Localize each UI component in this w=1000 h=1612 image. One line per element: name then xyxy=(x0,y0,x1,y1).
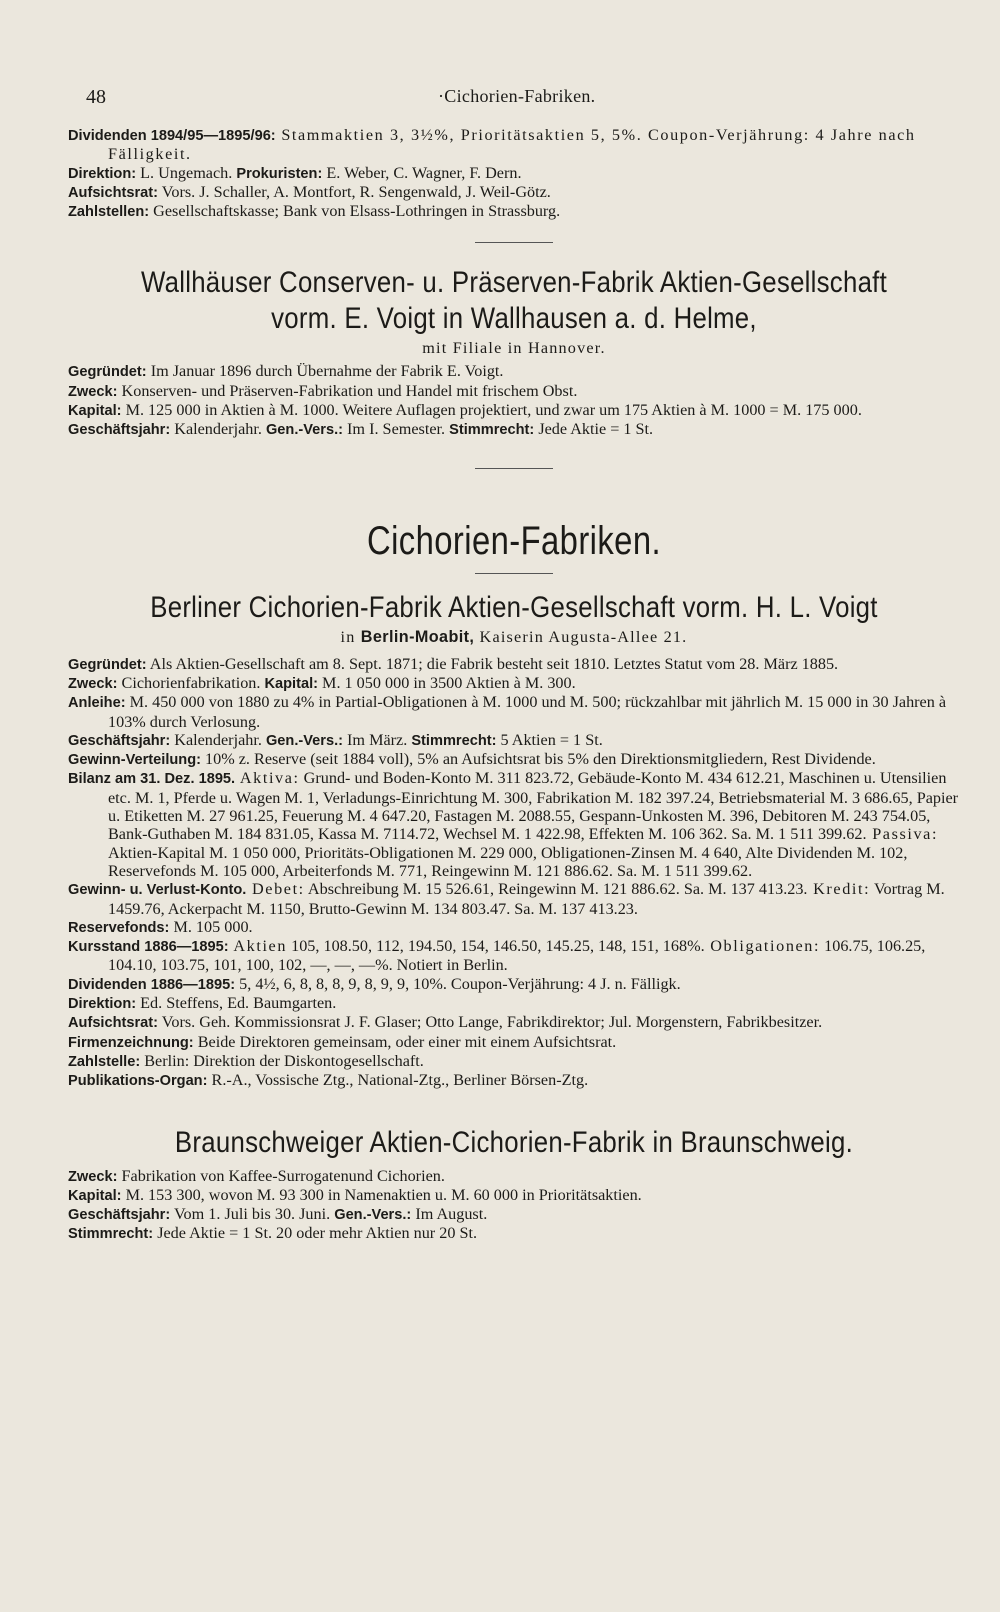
page-number: 48 xyxy=(86,86,106,108)
profit-loss-entry: Gewinn- u. Verlust-Konto. Debet: Abschreibung M. 15 526.61, Reingewinn M. 121 886.62. Sa. M. 137 413.23. Kredit: Vortrag M. 1459.76, Ackerpacht M. 1150, Brutto-Gewinn M. 134 803.47. Sa. M. 137 413.23. xyxy=(68,880,945,918)
signature-entry: Firmenzeichnung: Beide Direktoren gemeinsam, oder einer mit einem Aufsichtsrat. xyxy=(68,1032,617,1051)
supervisory-board-entry: Aufsichtsrat: Vors. Geh. Kommissionsrat J. F. Glaser; Otto Lange, Fabrikdirektor; Jul. Morgenstern, Fabrikbesitzer. xyxy=(68,1013,823,1032)
running-head xyxy=(68,78,960,108)
wallhaeuser-company xyxy=(68,265,960,439)
management-entry: Direktion: L. Ungemach. Prokuristen: E. Weber, C. Wagner, F. Dern. xyxy=(68,163,522,182)
section-heading: Cichorien-Fabriken. xyxy=(367,518,661,563)
purpose-capital-entry: Zweck: Cichorienfabrikation. Kapital: M. 1 050 000 in 3500 Aktien à M. 300. xyxy=(68,673,576,692)
fiscal-year-entry: Geschäftsjahr: Kalenderjahr. Gen.-Vers.: Im I. Semester. Stimmrecht: Jede Aktie = 1 St. xyxy=(68,420,654,439)
founded-entry: Gegründet: Im Januar 1896 durch Übernahme der Fabrik E. Voigt. xyxy=(68,362,504,381)
dividends-entry: Dividenden 1886—1895: 5, 4½, 6, 8, 8, 8, 9, 8, 9, 9, 10%. Coupon-Verjährung: 4 J. n. Fälligk. xyxy=(68,974,681,993)
previous-company-tail xyxy=(68,126,960,221)
company-subtitle: in Berlin-Moabit, Kaiserin Augusta-Allee 21. xyxy=(340,627,688,646)
divider xyxy=(475,468,553,469)
capital-entry: Kapital: M. 153 300, wovon M. 93 300 in Namenaktien u. M. 60 000 in Prioritätsaktien. xyxy=(68,1185,642,1204)
company-title: Berliner Cichorien-Fabrik Aktien-Gesellschaft vorm. H. L. Voigt xyxy=(150,590,878,624)
dividends-entry: Dividenden 1894/95—1895/96: Stammaktien 3, 3½%, Prioritätsaktien 5, 5%. Coupon-Verjährung: 4 Jahre nach Fälligkeit. xyxy=(68,126,916,164)
company-subtitle: mit Filiale in Hannover. xyxy=(422,339,606,358)
loan-entry: Anleihe: M. 450 000 von 1880 zu 4% in Partial-Obligationen à M. 1000 und M. 500; rückzahlbar mit jährlich M. 15 000 in 30 Jahren à 103% durch Verlosung. xyxy=(68,693,947,731)
purpose-entry: Zweck: Konserven- und Präserven-Fabrikation und Handel mit frischem Obst. xyxy=(68,381,578,400)
reserve-fund-entry: Reservefonds: M. 105 000. xyxy=(68,917,253,936)
founded-entry: Gegründet: Als Aktien-Gesellschaft am 8. Sept. 1871; die Fabrik besteht seit 1810. Letztes Statut vom 28. März 1885. xyxy=(68,654,839,673)
profit-distribution-entry: Gewinn-Verteilung: 10% z. Reserve (seit 1884 voll), 5% an Aufsichtsrat bis 5% den Direktionsmitgliedern, Rest Dividende. xyxy=(68,750,876,769)
purpose-entry: Zweck: Fabrikation von Kaffee-Surrogatenund Cichorien. xyxy=(68,1166,445,1185)
voting-rights-entry: Stimmrecht: Jede Aktie = 1 St. 20 oder mehr Aktien nur 20 St. xyxy=(68,1224,478,1243)
paying-agent-entry: Zahlstelle: Berlin: Direktion der Diskontogesellschaft. xyxy=(68,1051,424,1070)
balance-sheet-entry: Bilanz am 31. Dez. 1895. Aktiva: Grund- und Boden-Konto M. 311 823.72, Gebäude-Konto M. 434 612.21, Maschinen u. Utensilien etc. M. 1, Pferde u. Wagen M. 1, Verladungs-Einrichtung M. 300, Fabrikation M. 182 397.24, Betriebsmaterial M. 3 686.65, Papier u. Etiketten M. 27 961.25, Feuerung M. 4 647.20, Fastagen M. 2088.55, Gespann-Unkosten M. 396, Debitoren M. 243 754.05, Bank-Guthaben M. 184 831.05, Kassa M. 7114.72, Wechsel M. 1 422.98, Effekten M. 106 362. Sa. M. 1 511 399.62. Passiva: Aktien-Kapital M. 1 050 000, Prioritäts-Obligationen M. 229 000, Obligationen-Zinsen M. 4 640, Alte Dividenden M. 102, Reservefonds M. 105 000, Arbeiterfonds M. 771, Reingewinn M. 121 886.62. Sa. M. 1 511 399.62. xyxy=(68,769,959,880)
running-title: ·Cichorien-Fabriken. xyxy=(438,86,596,106)
publication-entry: Publikations-Organ: R.-A., Vossische Ztg., National-Ztg., Berliner Börsen-Ztg. xyxy=(68,1071,589,1090)
divider xyxy=(475,573,553,574)
company-title: Wallhäuser Conserven- u. Präserven-Fabrik Aktien-Gesellschaft xyxy=(140,266,888,300)
fiscal-year-entry: Geschäftsjahr: Vom 1. Juli bis 30. Juni. Gen.-Vers.: Im August. xyxy=(68,1205,488,1224)
price-history-entry: Kursstand 1886—1895: Aktien 105, 108.50, 112, 194.50, 154, 146.50, 145.25, 148, 151, 168%. Obligationen: 106.75, 106.25, 104.10, 103.75, 101, 100, 102, —, —, —%. Notiert in Berlin. xyxy=(68,937,926,975)
supervisory-board-entry: Aufsichtsrat: Vors. J. Schaller, A. Montfort, R. Sengenwald, J. Weil-Götz. xyxy=(68,182,551,201)
management-entry: Direktion: Ed. Steffens, Ed. Baumgarten. xyxy=(68,994,337,1013)
company-title-line-2: vorm. E. Voigt in Wallhausen a. d. Helme, xyxy=(271,302,757,336)
capital-entry: Kapital: M. 125 000 in Aktien à M. 1000. Weitere Auflagen projektiert, und zwar um 175 Aktien à M. 1000 = M. 175 000. xyxy=(68,401,862,420)
berliner-company xyxy=(68,590,960,1091)
paying-agents-entry: Zahlstellen: Gesellschaftskasse; Bank von Elsass-Lothringen in Strassburg. xyxy=(68,202,561,221)
company-title: Braunschweiger Aktien-Cichorien-Fabrik in Braunschweig. xyxy=(174,1125,854,1159)
fiscal-year-entry: Geschäftsjahr: Kalenderjahr. Gen.-Vers.: Im März. Stimmrecht: 5 Aktien = 1 St. xyxy=(68,730,603,749)
braunschweig-company xyxy=(68,1125,960,1244)
divider xyxy=(475,242,553,243)
